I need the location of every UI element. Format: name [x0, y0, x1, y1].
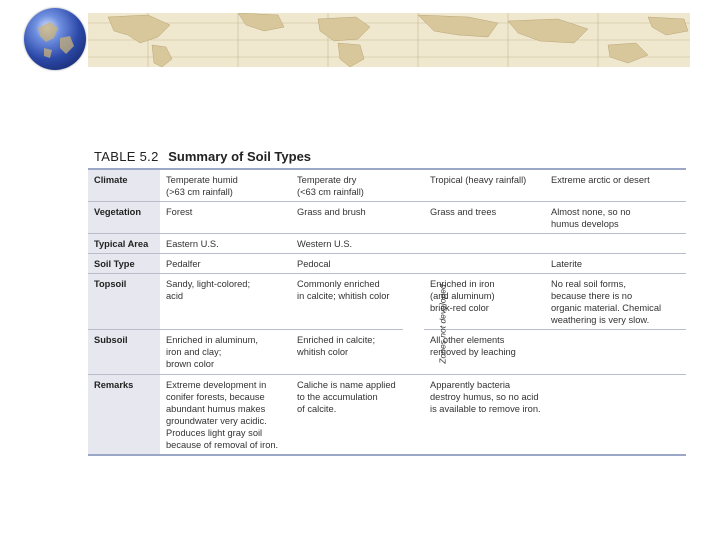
table-row-remarks [88, 375, 686, 456]
topsoil-cell-2: Commonly enriched in calcite; whitish color [291, 274, 403, 330]
spacer-cell [403, 170, 424, 202]
soil-type-cell-1: Pedalfer [160, 254, 291, 274]
table-row-typical-area [88, 234, 686, 254]
world-map-banner [88, 13, 690, 67]
remarks-cell-1: Extreme development in conifer forests, because abundant humus makes groundwater very acidic. Produces light gray soil because of removal of iron. [160, 375, 291, 456]
row-label-remarks: Remarks [88, 375, 160, 456]
soil-type-cell-3 [424, 254, 545, 274]
table-row-subsoil [88, 330, 686, 375]
row-label-vegetation: Vegetation [88, 202, 160, 234]
zones-not-developed-note [403, 274, 448, 375]
soil-table-grid [88, 170, 686, 456]
row-label-topsoil: Topsoil [88, 274, 160, 330]
remarks-cell-3: Apparently bacteria destroy humus, so no acid is available to remove iron. [424, 375, 545, 456]
typical-area-cell-4 [545, 234, 686, 254]
typical-area-cell-3 [424, 234, 545, 254]
spacer-cell [403, 202, 424, 234]
world-map-image [88, 13, 690, 67]
subsoil-cell-2: Enriched in calcite; whitish color [291, 330, 403, 375]
table-title [88, 146, 686, 170]
vegetation-cell-1: Forest [160, 202, 291, 234]
table-row-topsoil [88, 274, 686, 330]
table-row-climate [88, 170, 686, 202]
vegetation-cell-3: Grass and trees [424, 202, 545, 234]
soil-type-cell-4: Laterite [545, 254, 686, 274]
subsoil-cell-1: Enriched in aluminum, iron and clay; brown color [160, 330, 291, 375]
typical-area-cell-1: Eastern U.S. [160, 234, 291, 254]
spacer-cell [403, 254, 424, 274]
topsoil-cell-3: Enriched in iron (and aluminum) brick-red color [424, 274, 545, 330]
vegetation-cell-4: Almost none, so no humus develops [545, 202, 686, 234]
climate-cell-2: Temperate dry (<63 cm rainfall) [291, 170, 403, 202]
spacer-cell [403, 375, 424, 456]
table-number: TABLE 5.2 [94, 149, 159, 164]
row-label-climate: Climate [88, 170, 160, 202]
topsoil-cell-1: Sandy, light-colored; acid [160, 274, 291, 330]
typical-area-cell-2: Western U.S. [291, 234, 403, 254]
vertical-note-text: Zones not developed [437, 284, 448, 364]
row-label-soil-type: Soil Type [88, 254, 160, 274]
soil-type-cell-2: Pedocal [291, 254, 403, 274]
climate-cell-1: Temperate humid (>63 cm rainfall) [160, 170, 291, 202]
remarks-cell-2: Caliche is name applied to the accumulation of calcite. [291, 375, 403, 456]
vegetation-cell-2: Grass and brush [291, 202, 403, 234]
topsoil-cell-4: No real soil forms, because there is no organic material. Chemical weathering is very slow. [545, 274, 686, 330]
climate-cell-3: Tropical (heavy rainfall) [424, 170, 545, 202]
table-name: Summary of Soil Types [168, 149, 312, 164]
globe-continents [24, 8, 86, 70]
row-label-subsoil: Subsoil [88, 330, 160, 375]
remarks-cell-4 [545, 375, 686, 456]
subsoil-cell-3: All other elements removed by leaching [424, 330, 545, 375]
soil-types-table [88, 146, 686, 456]
table-row-vegetation [88, 202, 686, 234]
spacer-cell [403, 234, 424, 254]
climate-cell-4: Extreme arctic or desert [545, 170, 686, 202]
row-label-typical-area: Typical Area [88, 234, 160, 254]
subsoil-cell-4 [545, 330, 686, 375]
globe-logo [24, 8, 86, 70]
table-row-soil-type [88, 254, 686, 274]
